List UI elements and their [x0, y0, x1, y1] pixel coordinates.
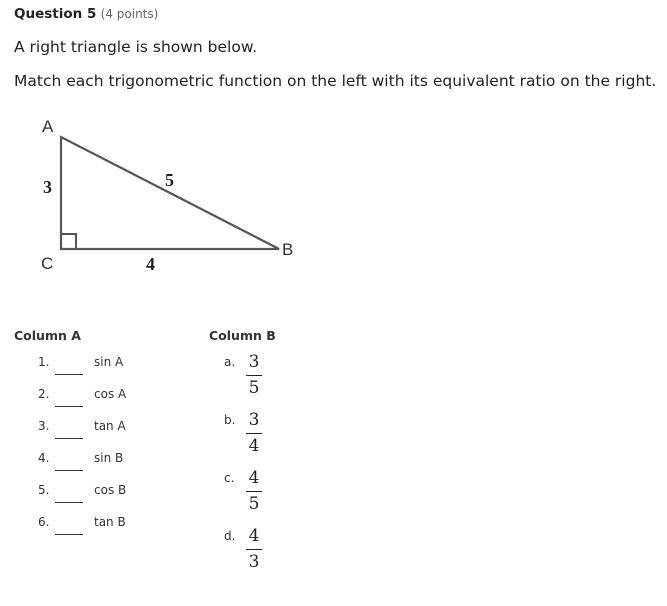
- question-points: (4 points): [100, 7, 159, 21]
- option-letter: c.: [224, 471, 235, 485]
- option-letter: b.: [224, 413, 236, 427]
- side-ac-label: 3: [43, 177, 52, 197]
- fraction-numerator: 4: [248, 526, 260, 546]
- ratio-fraction: [246, 526, 262, 572]
- ratio-fraction: [246, 410, 262, 456]
- triangle-outline: [61, 137, 279, 249]
- side-ab-label: 5: [165, 170, 174, 190]
- fraction-numerator: 3: [248, 352, 260, 372]
- question-title: Question 5: [14, 6, 97, 22]
- fraction-bar: [246, 491, 262, 492]
- fraction-denominator: 4: [248, 436, 260, 456]
- fraction-bar: [246, 433, 262, 434]
- trig-function: cos B: [94, 483, 127, 497]
- option-letter: d.: [224, 529, 236, 543]
- vertex-c-label: C: [41, 254, 54, 272]
- trig-function: tan B: [94, 515, 126, 529]
- item-number: 4.: [38, 451, 50, 465]
- ratio-fraction: [246, 468, 262, 514]
- answer-blank[interactable]: [55, 438, 83, 439]
- question-header: [14, 6, 158, 22]
- right-angle-marker: [61, 234, 76, 249]
- item-number: 5.: [38, 483, 50, 497]
- fraction-denominator: 3: [248, 552, 260, 572]
- item-number: 2.: [38, 387, 50, 401]
- trig-function: sin B: [94, 451, 124, 465]
- item-number: 3.: [38, 419, 50, 433]
- fraction-numerator: 3: [248, 410, 260, 430]
- prompt-line-2: Match each trigonometric function on the left with its equivalent ratio on the right.: [14, 72, 657, 90]
- item-number: 6.: [38, 515, 50, 529]
- side-cb-label: 4: [146, 254, 155, 272]
- right-triangle-figure: [30, 112, 310, 272]
- answer-blank[interactable]: [55, 470, 83, 471]
- fraction-denominator: 5: [248, 378, 260, 398]
- vertex-b-label: B: [282, 240, 294, 259]
- fraction-numerator: 4: [248, 468, 260, 488]
- column-b-header: Column B: [209, 328, 276, 343]
- trig-function: tan A: [94, 419, 126, 433]
- vertex-a-label: A: [42, 117, 54, 136]
- option-letter: a.: [224, 355, 236, 369]
- trig-function: cos A: [94, 387, 127, 401]
- prompt-line-1: A right triangle is shown below.: [14, 38, 258, 56]
- fraction-denominator: 5: [248, 494, 260, 514]
- trig-function: sin A: [94, 355, 124, 369]
- answer-blank[interactable]: [55, 406, 83, 407]
- item-number: 1.: [38, 355, 50, 369]
- answer-blank[interactable]: [55, 502, 83, 503]
- ratio-fraction: [246, 352, 262, 398]
- column-a-header: Column A: [14, 328, 81, 343]
- fraction-bar: [246, 549, 262, 550]
- answer-blank[interactable]: [55, 374, 83, 375]
- fraction-bar: [246, 375, 262, 376]
- answer-blank[interactable]: [55, 534, 83, 535]
